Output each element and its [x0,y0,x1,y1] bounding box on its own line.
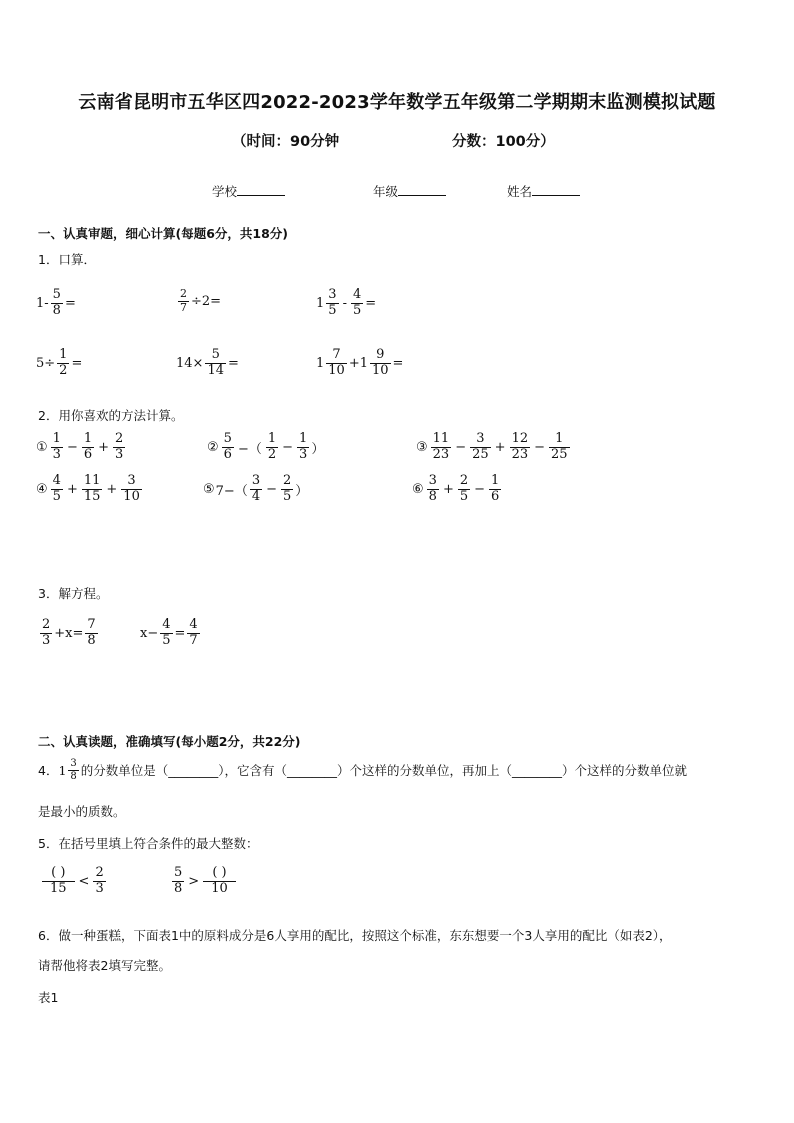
fraction [93,866,105,897]
oral-calc-5 [176,348,239,379]
circled-number-4: ④ [36,481,48,497]
numerator: 3 [428,473,437,488]
denominator: 25 [472,446,489,462]
name-blank[interactable] [532,183,580,196]
question-1-label: 1．口算． [38,252,96,267]
grade-blank[interactable] [398,183,446,196]
table-1-label: 表1 [38,990,59,1005]
denominator: 15 [42,881,75,897]
school-label: 学校 [212,184,238,199]
fraction [458,474,470,505]
close-paren: ） [295,483,309,499]
denominator: 3 [52,446,61,462]
fraction [68,758,78,782]
whole-number: 1 [316,295,325,311]
operator: + [66,481,78,497]
denominator: 23 [432,446,450,462]
fraction [42,866,75,897]
school-field[interactable] [212,182,285,200]
fraction [297,432,309,463]
fraction [51,474,63,505]
denominator: 6 [83,446,93,462]
fraction [57,348,69,379]
fraction [82,474,103,505]
question-2-label: 2．用你喜欢的方法计算。 [38,408,184,423]
fraction [160,618,172,649]
question-3-label: 3．解方程。 [38,586,109,601]
numerator: 5 [52,287,61,302]
denominator: 5 [52,488,61,504]
fraction [203,866,236,897]
question-4 [38,758,687,782]
equation-1 [38,618,100,649]
oral-calc-4 [36,348,82,379]
expr-text: 7−（ [215,483,248,499]
fraction [489,474,501,505]
denominator: 5 [283,488,292,504]
fraction [187,618,199,649]
numerator: 11 [83,473,101,488]
numerator: 4 [162,617,171,632]
operator: − [266,481,278,497]
compare-2 [170,866,238,897]
denominator: 8 [52,302,61,318]
fraction [222,432,234,463]
fraction [510,432,531,463]
whole-number: 1 [58,762,67,778]
fraction [51,432,63,463]
expr-text: ÷2= [191,293,222,309]
numerator: 4 [52,473,61,488]
fraction [326,348,347,379]
fraction [82,432,94,463]
numerator: 2 [95,865,104,880]
denominator: 5 [352,302,362,318]
denominator: 5 [459,488,469,504]
expr-text: = [365,295,377,311]
operator: + [494,439,506,455]
calc-expr-1 [36,432,127,463]
denominator: 8 [428,488,437,504]
operator: +1 [348,355,368,371]
numerator: 4 [352,287,362,302]
operator: + [106,481,118,497]
operator: − [282,439,294,455]
fraction [121,474,142,505]
operator: < [78,873,90,889]
fraction [172,866,184,897]
operator: - [342,295,347,311]
expr-text: = [227,355,239,371]
denominator: 3 [95,880,104,896]
expr-text: = [174,625,186,641]
numerator: 11 [432,431,450,446]
fraction [427,474,439,505]
page-title: 云南省昆明市五华区四2022-2023学年数学五年级第二学期期末监测模拟试题 [78,92,716,113]
circled-number-5: ⑤ [203,481,215,497]
numerator: 2 [42,617,51,632]
calc-expr-5 [203,474,308,505]
calc-expr-4 [36,474,144,505]
circled-number-3: ③ [416,439,428,455]
circled-number-2: ② [207,439,219,455]
grade-field[interactable] [373,182,446,200]
question-4-text: 的分数单位是（________），它含有（________）个这样的分数单位，再加上（________）个这样的分数单位就 [80,763,688,778]
fraction [470,432,491,463]
oral-calc-3 [316,288,376,319]
oral-calc-6 [316,348,403,379]
answer-blank[interactable]: ( ) [212,865,227,880]
fraction [85,618,97,649]
denominator: 6 [491,488,500,504]
denominator: 15 [83,488,101,504]
denominator: 10 [372,362,389,378]
numerator: 2 [180,287,187,300]
fraction [40,618,52,649]
expr-text: x− [140,625,159,641]
numerator: 2 [459,473,469,488]
numerator: 2 [283,473,292,488]
numerator: 7 [87,617,96,632]
name-field[interactable] [507,182,580,200]
operator: −（ [237,441,262,457]
fraction [51,288,63,319]
numerator: 1 [267,431,277,446]
answer-blank[interactable]: ( ) [51,865,66,880]
denominator: 3 [42,632,51,648]
denominator: 2 [59,362,68,378]
denominator: 6 [223,446,232,462]
fraction [351,288,363,319]
fraction [370,348,391,379]
denominator: 10 [123,488,140,504]
name-label: 姓名 [507,184,533,199]
numerator: 2 [115,431,124,446]
school-blank[interactable] [237,183,285,196]
numerator: 9 [376,347,385,362]
fraction [549,432,570,463]
close-paren: ） [311,441,325,457]
numerator: 1 [491,473,500,488]
expr-text: 1- [36,295,49,311]
oral-calc-2 [176,288,221,314]
expr-text: 14× [176,355,204,371]
expr-text: +x= [54,625,84,641]
fraction [113,432,125,463]
numerator: 1 [83,431,93,446]
numerator: 1 [52,431,61,446]
circled-number-1: ① [36,439,48,455]
denominator: 3 [299,446,308,462]
numerator: 12 [511,431,529,446]
expr-text: = [392,355,404,371]
expr-text: = [71,355,83,371]
exam-score: 分数：100分） [452,134,555,150]
grade-label: 年级 [373,184,399,199]
numerator: 4 [189,617,198,632]
calc-expr-6 [412,474,503,505]
fraction [178,288,189,314]
operator: − [455,439,467,455]
question-4-number: 4． [38,763,59,778]
denominator: 23 [511,446,529,462]
calc-expr-3 [416,432,572,463]
numerator: 5 [223,431,232,446]
operator: + [442,481,454,497]
numerator: 1 [299,431,308,446]
denominator: 7 [189,632,198,648]
denominator: 8 [87,632,96,648]
numerator: 3 [251,473,261,488]
numerator: 3 [476,431,485,446]
numerator: 7 [332,347,341,362]
fraction [431,432,452,463]
denominator: 10 [203,881,236,897]
operator: − [66,439,78,455]
denominator: 4 [251,488,261,504]
section-1-heading: 一、认真审题，细心计算(每题6分，共18分) [38,226,289,241]
operator: − [534,439,546,455]
fraction [250,474,262,505]
operator: + [98,439,110,455]
numerator: 1 [59,347,68,362]
circled-number-6: ⑥ [412,481,424,497]
numerator: 3 [70,758,77,769]
question-4-text-cont: 是最小的质数。 [38,804,126,819]
expr-text: 5÷ [36,355,56,371]
denominator: 25 [551,446,568,462]
question-6-text: 6．做一种蛋糕，下面表1中的原料成分是6人享用的配比，按照这个标准，东东想要一个3人享用的配比（如表2）， [38,928,672,943]
section-2-heading: 二、认真读题，准确填写(每小题2分，共22分) [38,734,301,749]
denominator: 8 [174,880,183,896]
operator: − [474,481,486,497]
numerator: 3 [328,287,337,302]
numerator: 5 [211,347,220,362]
question-5-label: 5．在括号里填上符合条件的最大整数： [38,836,259,851]
denominator: 5 [328,302,337,318]
numerator: 1 [555,431,564,446]
fraction [281,474,293,505]
denominator: 8 [70,770,77,782]
oral-calc-1 [36,288,76,319]
question-6-text-cont: 请帮他将表2填写完整。 [38,958,171,973]
equation-2 [140,618,202,649]
denominator: 2 [267,446,277,462]
fraction [326,288,338,319]
operator: > [188,873,200,889]
denominator: 14 [207,362,224,378]
numerator: 3 [127,473,136,488]
whole-number: 1 [316,355,325,371]
compare-1 [40,866,108,897]
fraction [266,432,278,463]
denominator: 7 [180,300,187,314]
calc-expr-2 [207,432,324,463]
expr-text: = [64,295,76,311]
numerator: 5 [174,865,183,880]
exam-time: （时间：90分钟 [232,134,340,150]
fraction [205,348,226,379]
denominator: 10 [328,362,345,378]
denominator: 3 [115,446,124,462]
denominator: 5 [162,632,171,648]
